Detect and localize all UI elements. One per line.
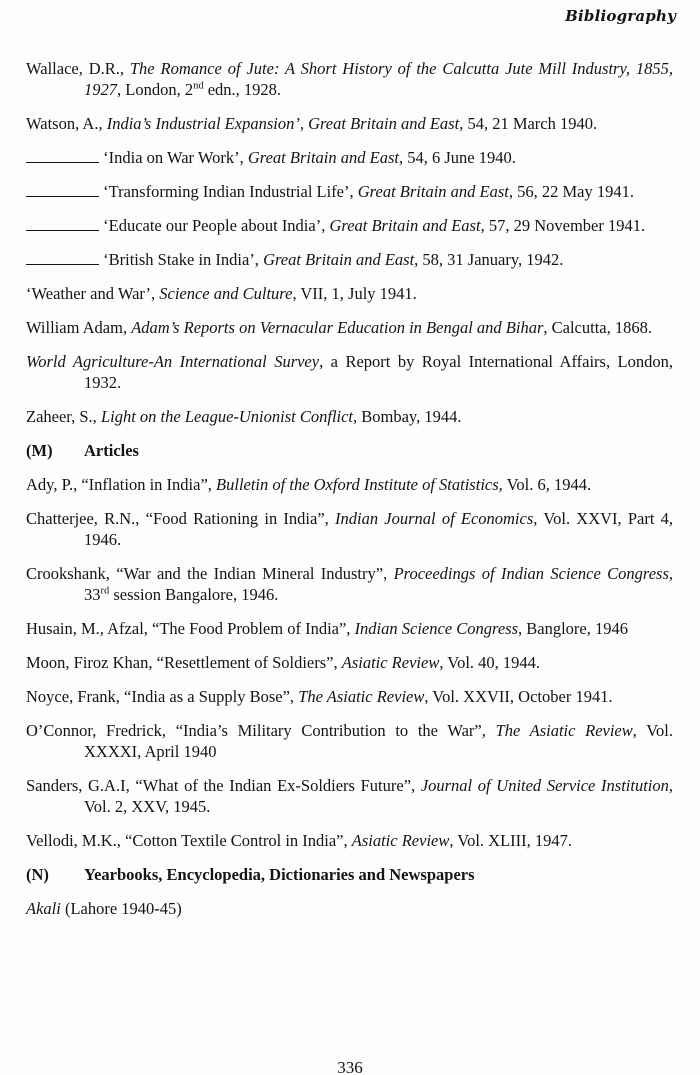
entry-title-italic: Indian Journal of Economics (335, 509, 534, 528)
bibliography-entry (26, 317, 673, 338)
bibliography-entry (26, 618, 673, 639)
entry-title-italic: The Asiatic Review (495, 721, 633, 740)
bibliography-entry (26, 474, 673, 495)
entry-title-italic: World Agriculture-An International Survey (26, 352, 320, 371)
entry-text: Wallace, D.R., (26, 59, 130, 78)
entry-text: Noyce, Frank, “India as a Supply Bose”, (26, 687, 299, 706)
entry-text: (Lahore 1940-45) (60, 899, 182, 918)
bibliography-entry (26, 830, 673, 851)
entry-title-italic: Great Britain and East (357, 182, 509, 201)
entry-title-italic: Science and Culture (159, 284, 293, 303)
entry-title-italic: Journal of United Service Institution (420, 776, 669, 795)
bibliography-entry (26, 147, 673, 168)
entry-title-italic: Indian Science Congress (354, 619, 518, 638)
page-number: 336 (337, 1058, 363, 1075)
entry-text: Vellodi, M.K., “Cotton Textile Control in India”, (26, 831, 352, 850)
entry-text: ‘Transforming Indian Industrial Life’, (99, 182, 358, 201)
entry-text: , Vol. 40, 1944. (439, 653, 541, 672)
entry-text: Crookshank, “War and the Indian Mineral Industry”, (26, 564, 394, 583)
running-header-title: Bibliography (565, 7, 676, 25)
entry-title-italic: Light on the League-Unionist Conflict (100, 407, 354, 426)
entry-text: , 54, 6 June 1940. (398, 148, 516, 167)
bibliography-entry (26, 563, 673, 605)
bibliography-list (26, 58, 673, 932)
entry-text: , Banglore, 1946 (518, 619, 628, 638)
author-repeat-blank (26, 150, 99, 163)
entry-text: , 58, 31 January, 1942. (414, 250, 564, 269)
bibliography-entry (26, 351, 673, 393)
ordinal-superscript: rd (100, 585, 110, 597)
entry-text: , 56, 22 May 1941. (508, 182, 634, 201)
entry-text: Moon, Firoz Khan, “Resettlement of Soldiers”, (26, 653, 342, 672)
entry-text: , Vol. XXVI, Part 4, 1946. (84, 509, 674, 549)
bibliography-entry (26, 406, 673, 427)
entry-text: ‘British Stake in India’, (99, 250, 264, 269)
entry-text: Husain, M., Afzal, “The Food Problem of India”, (26, 619, 355, 638)
entry-title-italic: Adam’s Reports on Vernacular Education in Bengal and Bihar (131, 318, 544, 337)
bibliography-entry (26, 686, 673, 707)
entry-title-italic: Asiatic Review (341, 653, 440, 672)
bibliography-entry (26, 181, 673, 202)
entry-title-italic: Great Britain and East (329, 216, 481, 235)
entry-text: , Vol. XXXXI, April 1940 (84, 721, 673, 761)
section-title: Articles (84, 441, 139, 460)
entry-text: Chatterjee, R.N., “Food Rationing in India”, (26, 509, 335, 528)
bibliography-entry (26, 283, 673, 304)
entry-text: ‘Educate our People about India’, (99, 216, 330, 235)
ordinal-superscript: nd (193, 80, 204, 92)
entry-text: , Vol. 6, 1944. (498, 475, 592, 494)
bibliography-entry (26, 652, 673, 673)
entry-text: O’Connor, Fredrick, “India’s Military Contribution to the War”, (26, 721, 496, 740)
entry-text: William Adam, (26, 318, 132, 337)
entry-text: , Vol. XXVII, October 1941. (424, 687, 613, 706)
bibliography-entry (26, 508, 673, 550)
bibliography-entry (26, 898, 673, 919)
entry-title-italic: Great Britain and East (247, 148, 399, 167)
entry-title-italic: Proceedings of Indian Science Congress (393, 564, 669, 583)
entry-text: edn., 1928. (203, 80, 282, 99)
entry-text: Sanders, G.A.I, “What of the Indian Ex-Soldiers Future”, (26, 776, 421, 795)
section-title: Yearbooks, Encyclopedia, Dictionaries and Newspapers (84, 865, 475, 884)
author-repeat-blank (26, 184, 99, 197)
entry-text: , 54, 21 March 1940. (459, 114, 598, 133)
entry-text: , London, 2 (117, 80, 194, 99)
entry-text: , 57, 29 November 1941. (480, 216, 646, 235)
bibliography-entry (26, 249, 673, 270)
entry-text: , 33 (84, 564, 673, 604)
entry-text: , Vol. 2, XXV, 1945. (84, 776, 673, 816)
entry-text: ‘Weather and War’, (26, 284, 160, 303)
entry-text: session Bangalore, 1946. (109, 585, 279, 604)
entry-text: , VII, 1, July 1941. (292, 284, 417, 303)
bibliography-entry (26, 113, 673, 134)
entry-title-italic: The Asiatic Review (298, 687, 425, 706)
entry-text: , Bombay, 1944. (353, 407, 462, 426)
bibliography-entry (26, 215, 673, 236)
bibliography-entry (26, 720, 673, 762)
entry-text: Watson, A., (26, 114, 107, 133)
entry-title-italic: The Romance of Jute: A Short History of the Calcutta Jute Mill Industry, 1855, 1927 (84, 59, 673, 99)
section-label: (N) (26, 865, 49, 884)
author-repeat-blank (26, 252, 99, 265)
bibliography-entry (26, 775, 673, 817)
section-label: (M) (26, 441, 53, 460)
author-repeat-blank (26, 218, 99, 231)
entry-title-italic: Great Britain and East (263, 250, 415, 269)
section-heading (26, 440, 673, 461)
entry-title-italic: India’s Industrial Expansion’, Great Britain and East (106, 114, 460, 133)
entry-text: ‘India on War Work’, (99, 148, 248, 167)
entry-title-italic: Bulletin of the Oxford Institute of Statistics (216, 475, 499, 494)
entry-title-italic: Akali (26, 899, 61, 918)
entry-text: , Calcutta, 1868. (543, 318, 652, 337)
entry-text: , Vol. XLIII, 1947. (449, 831, 573, 850)
entry-title-italic: Asiatic Review (351, 831, 450, 850)
section-heading (26, 864, 673, 885)
entry-text: , a Report by Royal International Affairs, London, 1932. (84, 352, 674, 392)
bibliography-entry (26, 58, 673, 100)
entry-text: Zaheer, S., (26, 407, 101, 426)
entry-text: Ady, P., “Inflation in India”, (26, 475, 217, 494)
